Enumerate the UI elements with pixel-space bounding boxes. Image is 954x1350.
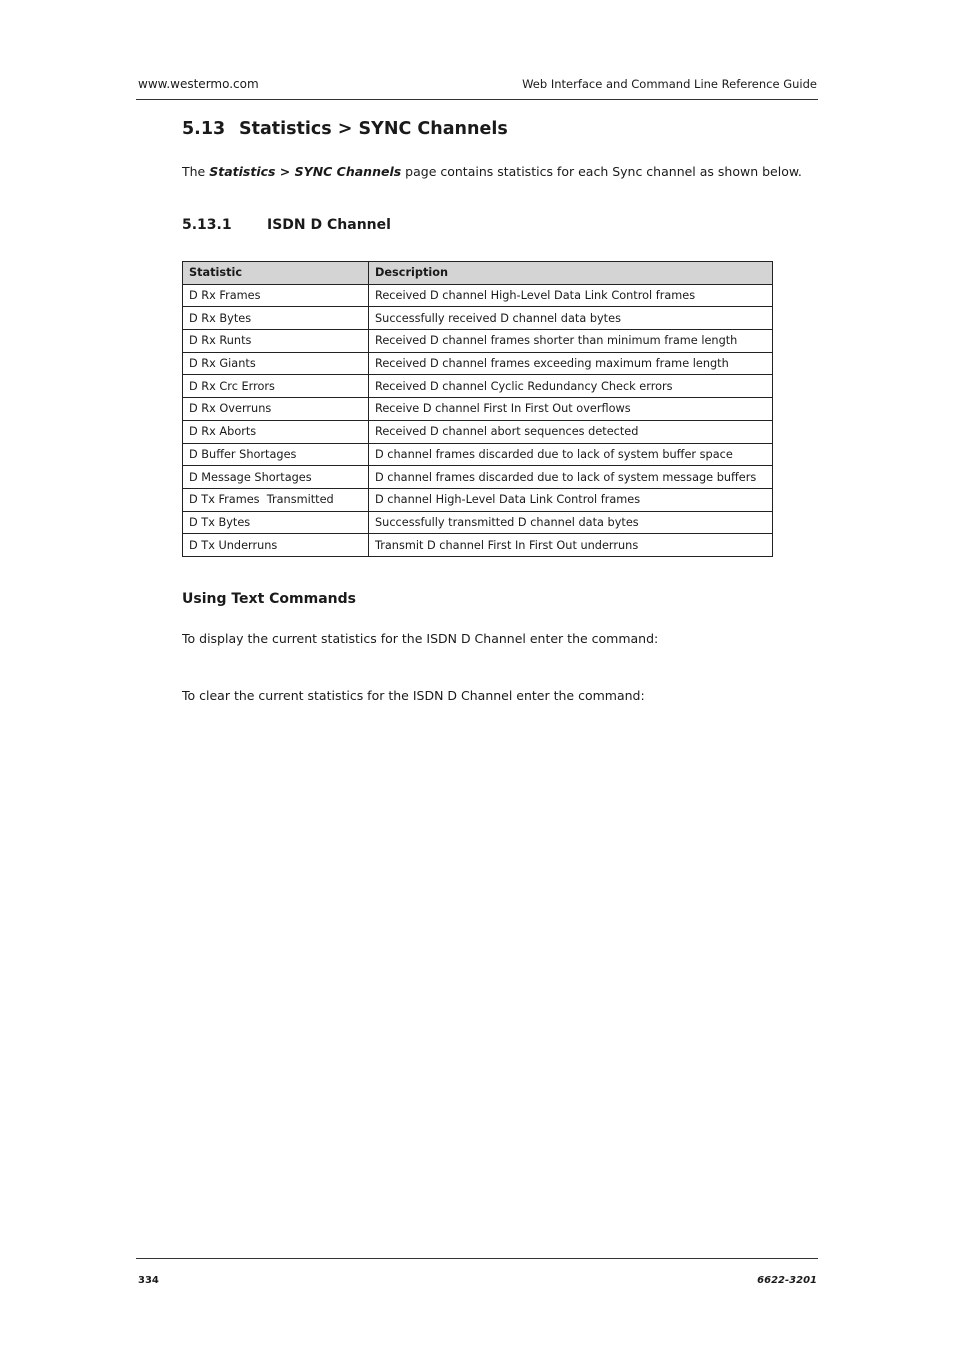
statistic-cell: D Rx Overruns — [183, 398, 369, 421]
description-cell: D channel High-Level Data Link Control frames — [369, 488, 773, 511]
description-cell: Received D channel frames exceeding maximum frame length — [369, 352, 773, 375]
page-number: 334 — [138, 1275, 159, 1286]
subsection-heading — [182, 217, 391, 233]
statistic-cell: D Rx Giants — [183, 352, 369, 375]
statistic-cell: D Buffer Shortages — [183, 443, 369, 466]
table-row — [183, 534, 773, 557]
intro-suffix: page contains statistics for each Sync channel as shown below. — [401, 164, 802, 179]
statistic-cell: D Tx Bytes — [183, 511, 369, 534]
table-row — [183, 307, 773, 330]
table-row — [183, 330, 773, 353]
statistic-cell: D Tx Frames Transmitted — [183, 488, 369, 511]
table-row — [183, 488, 773, 511]
table-row — [183, 511, 773, 534]
statistic-cell: D Rx Bytes — [183, 307, 369, 330]
column-header-description: Description — [369, 262, 773, 285]
table-row — [183, 398, 773, 421]
description-cell: D channel frames discarded due to lack of system buffer space — [369, 443, 773, 466]
document-number: 6622-3201 — [757, 1275, 817, 1286]
description-cell: D channel frames discarded due to lack of system message buffers — [369, 466, 773, 489]
statistic-cell: D Message Shortages — [183, 466, 369, 489]
description-cell: Received D channel Cyclic Redundancy Check errors — [369, 375, 773, 398]
statistic-cell: D Rx Aborts — [183, 420, 369, 443]
intro-emphasis: Statistics > SYNC Channels — [209, 164, 402, 179]
footer-divider — [136, 1258, 818, 1259]
table-row — [183, 443, 773, 466]
column-header-statistic: Statistic — [183, 262, 369, 285]
clear-command-text: To clear the current statistics for the ISDN D Channel enter the command: — [182, 688, 645, 703]
statistic-cell: D Rx Runts — [183, 330, 369, 353]
intro-prefix: The — [182, 164, 210, 179]
table-row — [183, 352, 773, 375]
text-commands-heading: Using Text Commands — [182, 591, 356, 607]
section-title: Statistics > SYNC Channels — [239, 119, 508, 139]
section-number: 5.13 — [182, 119, 226, 139]
description-cell: Received D channel frames shorter than minimum frame length — [369, 330, 773, 353]
description-cell: Transmit D channel First In First Out underruns — [369, 534, 773, 557]
description-cell: Successfully received D channel data bytes — [369, 307, 773, 330]
display-command-text: To display the current statistics for the ISDN D Channel enter the command: — [182, 631, 659, 646]
table-row — [183, 375, 773, 398]
description-cell: Received D channel abort sequences detected — [369, 420, 773, 443]
subsection-title: ISDN D Channel — [267, 217, 391, 233]
section-intro — [182, 164, 802, 179]
table-row — [183, 284, 773, 307]
subsection-number: 5.13.1 — [182, 217, 232, 233]
statistic-cell: D Tx Underruns — [183, 534, 369, 557]
table-header-row — [183, 262, 773, 285]
description-cell: Receive D channel First In First Out overflows — [369, 398, 773, 421]
statistics-table — [182, 261, 773, 557]
table-row — [183, 420, 773, 443]
description-cell: Successfully transmitted D channel data bytes — [369, 511, 773, 534]
header-divider — [136, 99, 818, 100]
header-website: www.westermo.com — [138, 77, 259, 91]
statistic-cell: D Rx Frames — [183, 284, 369, 307]
description-cell: Received D channel High-Level Data Link Control frames — [369, 284, 773, 307]
table-row — [183, 466, 773, 489]
statistic-cell: D Rx Crc Errors — [183, 375, 369, 398]
header-guide-title: Web Interface and Command Line Reference Guide — [522, 77, 817, 91]
section-heading — [182, 119, 508, 139]
